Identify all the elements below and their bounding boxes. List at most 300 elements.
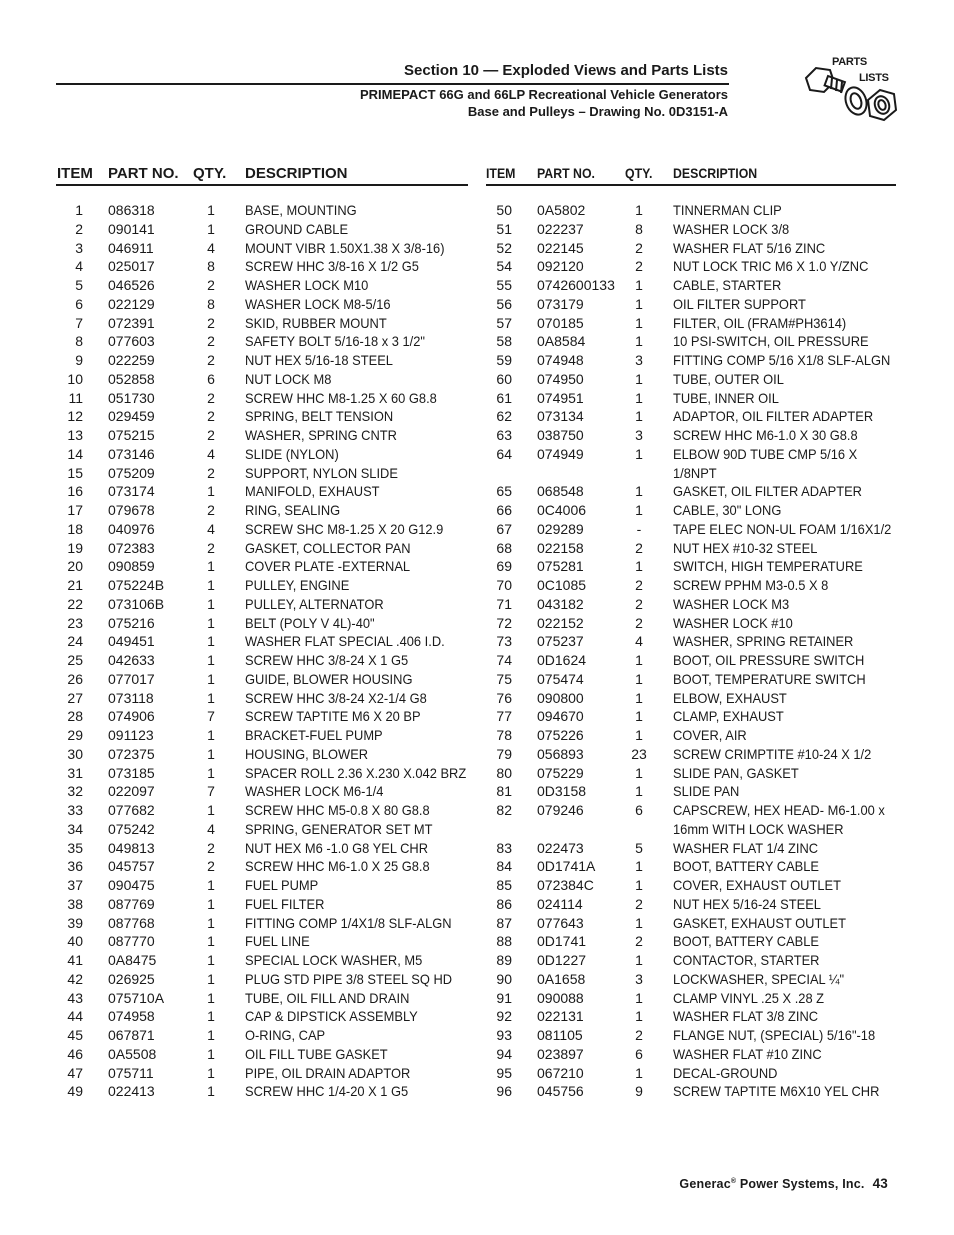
quantity: 1 [207, 1027, 215, 1043]
item-number: 73 [496, 633, 512, 650]
quantity: 2 [635, 239, 643, 256]
item-number: 39 [67, 914, 83, 931]
part-number: 074949 [537, 445, 584, 462]
description: SPACER ROLL 2.36 X.230 X.042 BRZ [245, 764, 467, 781]
quantity: 23 [631, 745, 647, 762]
item-number: 76 [496, 689, 512, 706]
description: CAP & DIPSTICK ASSEMBLY [245, 1008, 418, 1025]
description: ADAPTOR, OIL FILTER ADAPTER [673, 408, 874, 425]
table-row [0, 914, 954, 933]
table-row [0, 332, 954, 351]
part-number: 0D1741 [537, 933, 587, 950]
table-row [0, 426, 954, 445]
item-number: 30 [67, 745, 83, 762]
item-number: 74 [496, 652, 512, 668]
part-number: 074958 [108, 1008, 155, 1025]
description: SCREW CRIMPTITE #10-24 X 1/2 [673, 745, 872, 762]
part-number: 075242 [108, 820, 155, 837]
item-number: 71 [496, 595, 512, 612]
description: SCREW HHC M5-0.8 X 80 G8.8 [245, 802, 430, 818]
item-number: 68 [496, 539, 512, 556]
description: COVER, AIR [673, 727, 747, 743]
item-number: 84 [496, 858, 512, 875]
description: WASHER LOCK 3/8 [673, 220, 790, 237]
quantity: 2 [635, 258, 643, 275]
quantity: 1 [207, 802, 215, 818]
table-row [0, 801, 954, 820]
table-row [0, 257, 954, 276]
quantity: 1 [635, 914, 643, 931]
description: NUT HEX 5/16-18 STEEL [245, 352, 393, 368]
quantity: 2 [207, 502, 215, 518]
quantity: 1 [207, 1045, 215, 1062]
part-number: 052858 [108, 370, 155, 387]
description: TUBE, OUTER OIL [673, 370, 784, 387]
item-number: 93 [496, 1027, 512, 1043]
part-number: 051730 [108, 389, 155, 406]
table-row [0, 389, 954, 408]
item-number: 8 [75, 333, 83, 350]
table-row [0, 989, 954, 1008]
description: CABLE, 30" LONG [673, 502, 782, 518]
part-number: 0D3158 [537, 783, 587, 800]
part-number: 067871 [108, 1027, 155, 1043]
description: FILTER, OIL (FRAM#PH3614) [673, 314, 847, 331]
quantity: 1 [207, 670, 215, 687]
part-number: 090859 [108, 558, 155, 575]
part-number: 0D1227 [537, 952, 587, 968]
quantity: 1 [207, 970, 215, 987]
item-number: 5 [75, 277, 83, 293]
description: COVER, EXHAUST OUTLET [673, 877, 841, 893]
item-number: 69 [496, 558, 512, 575]
quantity: 1 [207, 933, 215, 950]
part-number: 022158 [537, 539, 584, 556]
description: WASHER LOCK #10 [673, 614, 793, 631]
table-row [0, 595, 954, 614]
part-number: 074948 [537, 352, 584, 368]
quantity: 8 [207, 258, 215, 275]
table-row [0, 314, 954, 333]
quantity: 4 [207, 239, 215, 256]
item-number: 61 [496, 389, 512, 406]
part-number: 0C4006 [537, 502, 587, 518]
item-number: 83 [496, 839, 512, 856]
part-number: 022413 [108, 1083, 155, 1100]
item-number: 57 [496, 314, 512, 331]
quantity: 1 [207, 483, 215, 500]
item-number: 26 [67, 670, 83, 687]
quantity: 1 [635, 558, 643, 575]
item-number: 24 [67, 633, 83, 650]
description: FITTING COMP 5/16 X1/8 SLF-ALGN [673, 352, 891, 368]
part-number: 0A5508 [108, 1045, 157, 1062]
description: FLANGE NUT, (SPECIAL) 5/16"-18 [673, 1027, 876, 1043]
quantity: 4 [207, 820, 215, 837]
part-number: 022152 [537, 614, 584, 631]
part-number: 022145 [537, 239, 584, 256]
quantity: 1 [207, 220, 215, 237]
description: SCREW HHC 1/4-20 X 1 G5 [245, 1083, 409, 1100]
table-row [0, 726, 954, 745]
item-number: 65 [496, 483, 512, 500]
item-number: 63 [496, 427, 512, 443]
table-row [0, 745, 954, 764]
table-row [0, 295, 954, 314]
item-number: 25 [67, 652, 83, 668]
part-number: 043182 [537, 595, 584, 612]
quantity: 1 [635, 1008, 643, 1025]
description: FUEL FILTER [245, 895, 325, 912]
description: TINNERMAN CLIP [673, 202, 782, 218]
table-row [0, 670, 954, 689]
part-number: 049813 [108, 839, 155, 856]
quantity: 1 [635, 389, 643, 406]
model-title: PRIMEPACT 66G and 66LP Recreational Vehicle Generators [360, 87, 728, 102]
item-number: 62 [496, 408, 512, 425]
table-row [0, 370, 954, 389]
part-number: 074951 [537, 389, 584, 406]
part-number: 072383 [108, 539, 155, 556]
quantity: 2 [207, 464, 215, 481]
quantity: 2 [635, 1027, 643, 1043]
description: PULLEY, ALTERNATOR [245, 595, 384, 612]
item-number: 78 [496, 727, 512, 743]
part-number: 077603 [108, 333, 155, 350]
description: DECAL-GROUND [673, 1064, 778, 1081]
part-number: 022131 [537, 1008, 584, 1025]
part-number: 072375 [108, 745, 155, 762]
item-number: 49 [67, 1083, 83, 1100]
part-number: 045756 [537, 1083, 584, 1100]
table-row [0, 239, 954, 258]
quantity: 1 [635, 652, 643, 668]
item-number: 59 [496, 352, 512, 368]
item-number: 9 [75, 352, 83, 368]
quantity: 1 [207, 989, 215, 1006]
item-number: 35 [67, 839, 83, 856]
quantity: 1 [635, 295, 643, 312]
item-number: 92 [496, 1008, 512, 1025]
quantity: 9 [635, 1083, 643, 1100]
description: WASHER FLAT 5/16 ZINC [673, 239, 826, 256]
table-row [0, 407, 954, 426]
description: FITTING COMP 1/4X1/8 SLF-ALGN [245, 914, 452, 931]
part-number: 070185 [537, 314, 584, 331]
item-number: 67 [496, 520, 512, 537]
item-number: 75 [496, 670, 512, 687]
item-number: 11 [68, 389, 83, 406]
item-number: 96 [496, 1083, 512, 1100]
part-number: 0A8475 [108, 952, 157, 968]
item-number: 45 [67, 1027, 83, 1043]
part-number: 024114 [537, 895, 583, 912]
description: GASKET, COLLECTOR PAN [245, 539, 411, 556]
part-number: 077682 [108, 802, 155, 818]
part-number: 022129 [108, 295, 155, 312]
part-number: 045757 [108, 858, 155, 875]
quantity: 1 [635, 277, 643, 293]
item-number: 81 [496, 783, 512, 800]
page-number: 43 [872, 1176, 888, 1191]
description: 10 PSI-SWITCH, OIL PRESSURE [673, 333, 869, 350]
part-number: 0A1658 [537, 970, 586, 987]
description: BOOT, OIL PRESSURE SWITCH [673, 652, 865, 668]
quantity: 7 [207, 783, 215, 800]
description: NUT LOCK M8 [245, 370, 332, 387]
description: WASHER LOCK M10 [245, 277, 369, 293]
part-number: 079246 [537, 802, 584, 818]
part-number: 087769 [108, 895, 155, 912]
description: SCREW HHC M6-1.0 X 30 G8.8 [673, 427, 858, 443]
footer-company-rest: Power Systems, Inc. [736, 1177, 865, 1191]
description: LOCKWASHER, SPECIAL ¼" [673, 970, 845, 987]
item-number: 95 [496, 1064, 512, 1081]
item-number: 66 [496, 502, 512, 518]
quantity: 1 [207, 689, 215, 706]
table-row [0, 951, 954, 970]
col-header-qty: QTY. [625, 165, 653, 181]
quantity: 1 [207, 1064, 215, 1081]
item-number: 20 [67, 558, 83, 575]
quantity: 3 [635, 427, 643, 443]
quantity: 2 [207, 352, 215, 368]
quantity: 1 [207, 895, 215, 912]
col-header-rule [486, 184, 896, 186]
description: SPECIAL LOCK WASHER, M5 [245, 952, 423, 968]
part-number: 075281 [537, 558, 584, 575]
part-number: 074950 [537, 370, 584, 387]
quantity: 1 [207, 202, 215, 218]
description: HOUSING, BLOWER [245, 745, 369, 762]
part-number: 086318 [108, 202, 155, 218]
quantity: 2 [207, 539, 215, 556]
logo-text-lists: LISTS [859, 72, 889, 84]
part-number: 072391 [108, 314, 155, 331]
description: OIL FILTER SUPPORT [673, 295, 806, 312]
description: CABLE, STARTER [673, 277, 782, 293]
quantity: 1 [207, 577, 215, 593]
description: ELBOW 90D TUBE CMP 5/16 X [673, 445, 858, 462]
table-row [0, 1045, 954, 1064]
quantity: 3 [635, 970, 643, 987]
part-number: 029459 [108, 408, 155, 425]
description: WASHER LOCK M8-5/16 [245, 295, 391, 312]
part-number: 075226 [537, 727, 584, 743]
description: SAFETY BOLT 5/16-18 x 3 1/2" [245, 333, 425, 350]
table-row [0, 895, 954, 914]
item-number: 72 [496, 614, 512, 631]
description: WASHER LOCK M3 [673, 595, 790, 612]
part-number: 0A5802 [537, 202, 586, 218]
part-number: 074906 [108, 708, 155, 725]
quantity: 1 [207, 633, 215, 650]
description: SCREW HHC M6-1.0 X 25 G8.8 [245, 858, 430, 875]
part-number: 073185 [108, 764, 155, 781]
quantity: 2 [635, 614, 643, 631]
part-number: 075209 [108, 464, 155, 481]
description: GASKET, OIL FILTER ADAPTER [673, 483, 862, 500]
part-number: 087770 [108, 933, 155, 950]
item-number: 14 [67, 445, 83, 462]
table-row [0, 445, 954, 464]
quantity: 4 [635, 633, 643, 650]
part-number: 073134 [537, 408, 584, 425]
quantity: 1 [635, 483, 643, 500]
quantity: 1 [207, 614, 215, 631]
table-row [0, 632, 954, 651]
description: SCREW HHC 3/8-24 X 1 G5 [245, 652, 409, 668]
quantity: 4 [207, 520, 215, 537]
part-number: 046911 [108, 239, 154, 256]
part-number: 0C1085 [537, 577, 587, 593]
part-number: 067210 [537, 1064, 584, 1081]
description: SCREW HHC 3/8-16 X 1/2 G5 [245, 258, 419, 275]
item-number: 12 [67, 408, 83, 425]
part-number: 077017 [108, 670, 155, 687]
part-number: 025017 [108, 258, 155, 275]
table-row [0, 539, 954, 558]
description: COVER PLATE -EXTERNAL [245, 558, 411, 575]
item-number: 64 [496, 445, 512, 462]
part-number: 075216 [108, 614, 155, 631]
description: BOOT, BATTERY CABLE [673, 933, 820, 950]
table-row [0, 876, 954, 895]
part-number: 092120 [537, 258, 584, 275]
quantity: 6 [635, 802, 643, 818]
description: BRACKET-FUEL PUMP [245, 727, 383, 743]
item-number: 89 [496, 952, 512, 968]
item-number: 88 [496, 933, 512, 950]
description: SCREW SHC M8-1.25 X 20 G12.9 [245, 520, 444, 537]
footer-company: Generac [679, 1177, 731, 1191]
item-number: 82 [496, 802, 512, 818]
description: SPRING, GENERATOR SET MT [245, 820, 433, 837]
quantity: 1 [207, 1008, 215, 1025]
quantity: 1 [635, 708, 643, 725]
item-number: 13 [67, 427, 83, 443]
quantity: 1 [635, 858, 643, 875]
quantity: 2 [207, 277, 215, 293]
item-number: 41 [67, 952, 83, 968]
part-number: 075711 [108, 1064, 154, 1081]
description: SLIDE (NYLON) [245, 445, 339, 462]
part-number: 073179 [537, 295, 584, 312]
description: TUBE, OIL FILL AND DRAIN [245, 989, 410, 1006]
quantity: 2 [207, 408, 215, 425]
item-number: 33 [67, 802, 83, 818]
table-row [0, 820, 954, 839]
description: WASHER, SPRING CNTR [245, 427, 397, 443]
table-row [0, 932, 954, 951]
item-number: 3 [75, 239, 83, 256]
item-number: 28 [67, 708, 83, 725]
part-number: 046526 [108, 277, 155, 293]
quantity: 1 [207, 558, 215, 575]
description: GROUND CABLE [245, 220, 349, 237]
item-number: 37 [67, 877, 83, 893]
description: 1/8NPT [673, 464, 717, 481]
part-number: 0A8584 [537, 333, 586, 350]
part-number: 075229 [537, 764, 584, 781]
item-number: 34 [67, 820, 83, 837]
description: CLAMP VINYL .25 X .28 Z [673, 989, 825, 1006]
description: 16mm WITH LOCK WASHER [673, 820, 844, 837]
quantity: 1 [207, 764, 215, 781]
item-number: 51 [496, 220, 512, 237]
item-number: 19 [67, 539, 83, 556]
description: WASHER FLAT #10 ZINC [673, 1045, 822, 1062]
item-number: 38 [67, 895, 83, 912]
quantity: 1 [207, 914, 215, 931]
part-number: 090141 [108, 220, 155, 237]
description: WASHER FLAT 3/8 ZINC [673, 1008, 819, 1025]
quantity: 1 [635, 333, 643, 350]
item-number: 1 [75, 202, 83, 218]
quantity: 1 [635, 689, 643, 706]
part-number: 0D1624 [537, 652, 587, 668]
table-row [0, 482, 954, 501]
table-row [0, 970, 954, 989]
description: SKID, RUBBER MOUNT [245, 314, 387, 331]
part-number: 022097 [108, 783, 155, 800]
description: ELBOW, EXHAUST [673, 689, 787, 706]
item-number: 18 [67, 520, 83, 537]
part-number: 068548 [537, 483, 584, 500]
page-footer [679, 1176, 888, 1191]
section-title: Section 10 — Exploded Views and Parts Lists [404, 62, 728, 79]
parts-lists-logo [802, 52, 898, 132]
quantity: 1 [207, 745, 215, 762]
quantity: 7 [207, 708, 215, 725]
item-number: 7 [75, 314, 83, 331]
description: TAPE ELEC NON-UL FOAM 1/16X1/2 [673, 520, 892, 537]
item-number: 47 [67, 1064, 83, 1081]
item-number: 23 [67, 614, 83, 631]
quantity: 5 [635, 839, 643, 856]
header-rule [56, 83, 729, 85]
part-number: 075215 [108, 427, 155, 443]
item-number: 6 [75, 295, 83, 312]
part-number: 072384C [537, 877, 594, 893]
part-number: 090800 [537, 689, 584, 706]
item-number: 80 [496, 764, 512, 781]
quantity: 1 [207, 727, 215, 743]
col-header-item: ITEM [57, 165, 93, 182]
item-number: 60 [496, 370, 512, 387]
quantity: 3 [635, 352, 643, 368]
table-row [0, 576, 954, 595]
quantity: 1 [635, 202, 643, 218]
part-number: 022473 [537, 839, 584, 856]
col-header-qty: QTY. [193, 165, 227, 182]
item-number: 52 [496, 239, 512, 256]
quantity: 1 [635, 445, 643, 462]
description: SCREW HHC M8-1.25 X 60 G8.8 [245, 389, 437, 406]
part-number: 075237 [537, 633, 584, 650]
quantity: - [636, 520, 642, 537]
quantity: 1 [635, 989, 643, 1006]
description: NUT HEX M6 -1.0 G8 YEL CHR [245, 839, 429, 856]
quantity: 1 [635, 670, 643, 687]
part-number: 040976 [108, 520, 155, 537]
description: FUEL LINE [245, 933, 310, 950]
description: RING, SEALING [245, 502, 341, 518]
table-row [0, 1007, 954, 1026]
quantity: 1 [207, 595, 215, 612]
quantity: 1 [635, 502, 643, 518]
part-number: 042633 [108, 652, 155, 668]
